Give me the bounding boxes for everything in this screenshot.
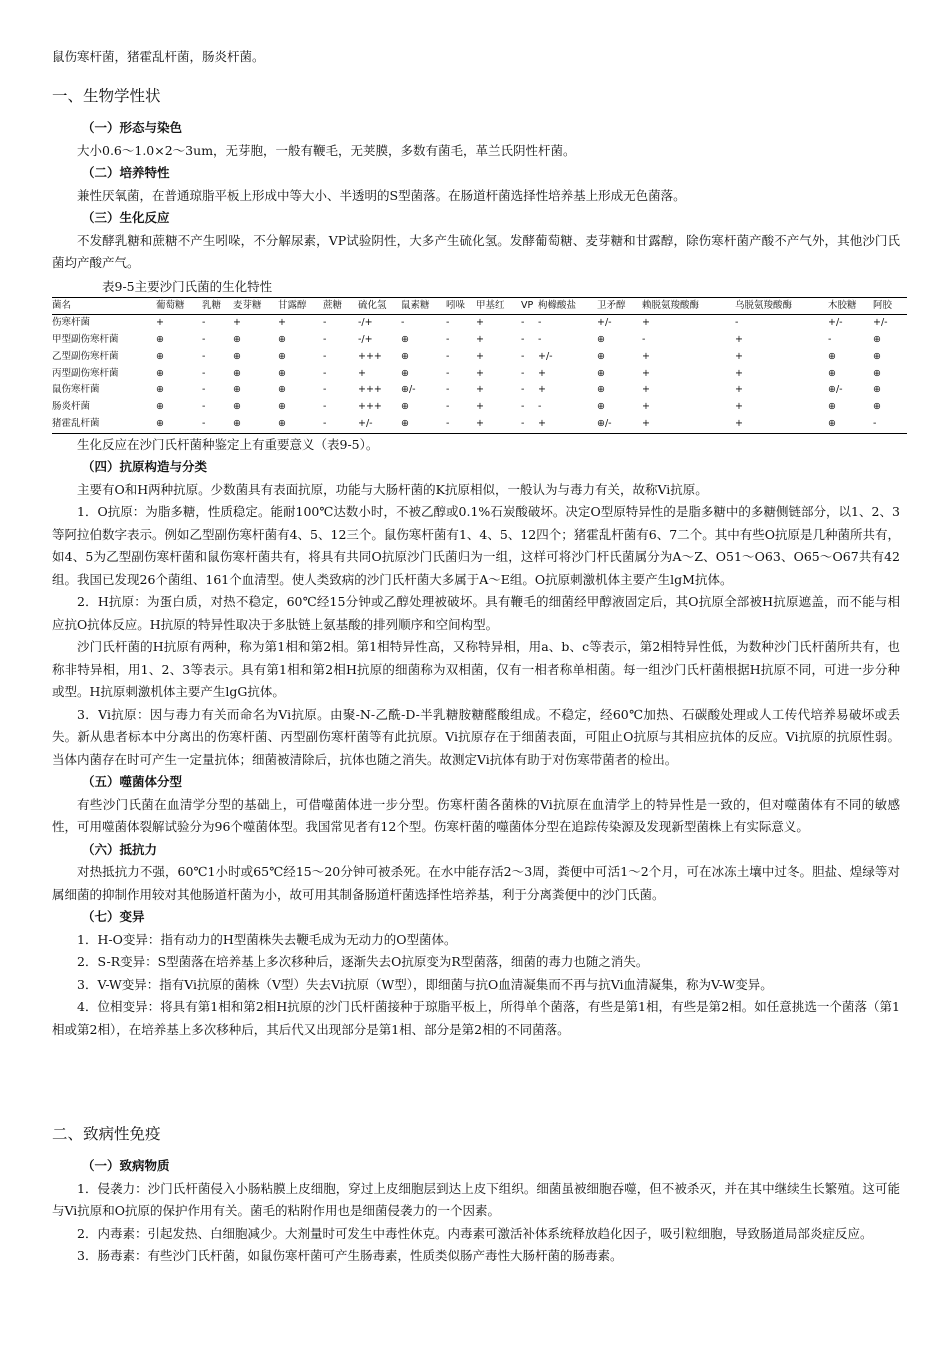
heading-morphology: （一）形态与染色 [82,120,183,135]
paragraph-phage: 有些沙门氏菌在血清学分型的基础上，可借噬菌体进一步分型。伤寒杆菌各菌株的Vi抗原在血清学上的特异性是一致的，但对噬菌体有不同的敏感性，可用噬菌体裂解试验分为96个噬菌体型。我国常见者有12个型。伤寒杆菌的噬菌体分型在追踪传染源及发现新型菌株上有实际意义。 [52,796,900,835]
table-cell: - [538,401,542,413]
table-row-label: 甲型副伤寒杆菌 [52,334,119,346]
table-cell: ⊕ [156,334,164,346]
table-cell: + [538,384,546,396]
table-cell: +/- [828,317,843,329]
table-cell: - [202,401,206,413]
table-cell: + [476,418,484,430]
table-cell: +++ [358,401,382,413]
variation-item: 3．V-W变异：指有Vi抗原的菌株（V型）失去Vi抗原（W型），即细菌与抗O血清凝集而不再与抗Vi血清凝集，称为V-W变异。 [77,976,773,992]
paragraph-o-antigen: 1．O抗原：为脂多糖，性质稳定。能耐100℃达数小时，不被乙醇或0.1%石炭酸破坏。决定O型原特异性的是脂多糖中的多糖侧链部分，以1、2、3等阿拉伯数字表示。例如乙型副伤寒杆菌有4、5、12三个。鼠伤寒杆菌有1、4、5、12四个；猪霍乱杆菌有6、7二个。其中有些O抗原是几种菌所共有，如4、5为乙型副伤寒杆菌和鼠伤寒杆菌共有，将具有共同O抗原沙门氏菌归为一组，这样可将沙门杆氏菌属分为A～Z、O51～O63、O65～O67共有42组。我国已发现26个菌组、161个血清型。使人类致病的沙门氏杆菌大多属于A～E组。O抗原刺激机体主要产生lgM抗体。 [52,504,900,587]
paragraph-morphology: 大小0.6～1.0×2～3um，无芽胞，一般有鞭毛，无荚膜，多数有菌毛，革兰氏阴性杆菌。 [77,142,576,158]
table-cell: - [401,317,405,329]
table-cell: ⊕ [278,334,286,346]
table-header-cell: 甘露醇 [278,299,307,311]
section-biology [52,84,900,1041]
section-title-pathogenicity: 二、致病性免疫 [52,1125,161,1143]
table-cell: - [521,367,525,379]
variation-item: 1．H-O变异：指有动力的H型菌株失去鞭毛成为无动力的O型菌体。 [77,931,457,947]
table-cell: ⊕ [233,334,241,346]
biochem-table [52,297,907,434]
table-cell: ⊕ [401,350,409,362]
table-cell: + [642,418,650,430]
table-cell: ⊕ [278,350,286,362]
table-header-cell: VP [521,299,534,311]
table-cell: ⊕ [597,367,605,379]
heading-pathogenic-substance: （一）致病物质 [82,1158,170,1173]
table-row-label: 乙型副伤寒杆菌 [52,350,119,362]
table-cell: ⊕ [233,401,241,413]
table-cell: -/+ [358,334,373,346]
table-cell: ⊕ [156,401,164,413]
table-cell: - [446,384,450,396]
table-cell: ⊕/- [828,384,843,396]
table-cell: ⊕ [156,350,164,362]
table-cell: + [735,334,743,346]
table-cell: - [521,317,525,329]
table-cell: - [828,334,832,346]
paragraph-h-phases: 沙门氏杆菌的H抗原有两种，称为第1相和第2相。第1相特异性高，又称特异相，用a、b、c等表示，第2相特异性低，为数种沙门氏杆菌所共有，也称非特异相，用1、2、3等表示。具有第1相和第2相H抗原的细菌称为双相菌，仅有一相者称单相菌。每一组沙门氏杆菌根据H抗原不同，可进一步分种或型。H抗原刺激机体主要产生lgG抗体。 [52,639,900,700]
table-cell: - [642,334,646,346]
table-row [52,315,907,332]
table-caption: 表9-5主要沙门氏菌的生化特性 [102,278,273,294]
table-row-label: 伤寒杆菌 [52,317,91,329]
table-row [52,366,907,383]
paragraph-resistance: 对热抵抗力不强，60℃1小时或65℃经15～20分钟可被杀死。在水中能存活2～3周，粪便中可活1～2个月，可在冰冻土壤中过冬。胆盐、煌绿等对属细菌的抑制作用较对其他肠道杆菌为小，故可用其制备肠道杆菌选择性培养基，利于分离粪便中的沙门氏菌。 [52,864,900,902]
table-cell: +/- [873,317,888,329]
paragraph-biochem: 不发酵乳糖和蔗糖不产生吲哚，不分解尿素，VP试验阴性，大多产生硫化氢。发酵葡萄糖、麦芽糖和甘露醇，除伤寒杆菌产酸不产气外，其他沙门氏菌均产酸产气。 [52,232,900,270]
table-cell: ⊕ [828,401,836,413]
table-cell: - [323,418,327,430]
table-cell: ⊕ [278,367,286,379]
table-header-cell: 硫化氢 [358,299,387,311]
table-cell: -/+ [358,317,373,329]
table-header-cell: 麦芽糖 [233,299,262,311]
table-cell: + [476,317,484,329]
heading-resistance: （六）抵抗力 [82,841,158,857]
table-cell: + [476,334,484,346]
table-row-label: 鼠伤寒杆菌 [52,384,100,396]
table-cell: - [202,367,206,379]
table-cell: - [202,384,206,396]
table-header-cell: 木胶糖 [828,299,857,311]
table-cell: + [642,350,650,362]
table-cell: - [202,350,206,362]
table-cell: - [538,334,542,346]
table-cell: + [642,317,650,329]
table-cell: - [521,401,525,413]
table-cell: - [446,317,450,329]
table-cell: ⊕ [873,367,881,379]
table-cell: + [233,317,241,329]
table-cell: + [538,418,546,430]
heading-culture: （二）培养特性 [82,165,170,180]
section-title-biology: 一、生物学性状 [52,87,161,105]
table-header-cell: 甲基红 [476,299,505,311]
table-cell: ⊕ [873,384,881,396]
table-cell: + [476,384,484,396]
paragraph-after-table: 生化反应在沙门氏杆菌种鉴定上有重要意义（表9-5）。 [77,436,379,452]
table-cell: ⊕ [401,418,409,430]
paragraph-vi-antigen: 3．Vi抗原：因与毒力有关而命名为Vi抗原。由聚-N-乙酰-D-半乳糖胺糖醛酸组成。不稳定，经60℃加热、石碳酸处理或人工传代培养易破坏或丢失。新从患者标本中分离出的伤寒杆菌、丙型副伤寒杆菌等有此抗原。Vi抗原存在于细菌表面，可阻止O抗原与其相应抗体的反应。Vi抗原的抗原性弱。当体内菌存在时可产生一定量抗体；细菌被清除后，抗体也随之消失。故测定Vi抗体有助于对伤寒带菌者的检出。 [52,706,900,767]
intro-line: 鼠伤寒杆菌，猪霍乱杆菌，肠炎杆菌。 [52,49,265,64]
table-cell: - [538,317,542,329]
table-cell: ⊕ [828,350,836,362]
table-cell: - [202,418,206,430]
table-cell: ⊕ [401,334,409,346]
table-cell: ⊕ [873,350,881,362]
table-cell: ⊕/- [597,418,612,430]
table-cell: +++ [358,384,382,396]
table-cell: + [642,384,650,396]
table-cell: - [323,334,327,346]
table-cell: - [521,384,525,396]
table-header-cell: 枸橼酸盐 [538,299,577,311]
table-cell: + [735,401,743,413]
heading-variation: （七）变异 [82,909,145,925]
table-header-cell: 蔗糖 [323,299,343,311]
table-cell: ⊕ [401,401,409,413]
paragraph-antigen-intro: 主要有O和H两种抗原。少数菌具有表面抗原，功能与大肠杆菌的K抗原相似，一般认为与毒力有关，故称Vi抗原。 [77,481,708,497]
table-cell: ⊕ [233,350,241,362]
table-header-cell: 乳糖 [202,299,222,311]
paragraph-h-antigen: 2．H抗原：为蛋白质，对热不稳定，60℃经15分钟或乙醇处理被破坏。具有鞭毛的细菌经甲醇液固定后，其O抗原全部被H抗原遮盖，而不能与相应抗O抗体反应。H抗原的特异性取决于多肽链上氨基酸的排列顺序和空间构型。 [52,594,900,632]
table-cell: +/- [597,317,612,329]
table-cell: ⊕/- [401,384,416,396]
paragraph-culture: 兼性厌氧菌，在普通琼脂平板上形成中等大小、半透明的S型菌落。在肠道杆菌选择性培养基上形成无色菌落。 [77,187,686,203]
table-cell: - [323,384,327,396]
table-cell: - [446,401,450,413]
table-header-cell: 菌名 [52,299,72,311]
table-cell: + [735,350,743,362]
table-cell: ⊕ [597,334,605,346]
heading-antigen: （四）抗原构造与分类 [82,459,208,475]
section-pathogenicity [52,1122,900,1268]
variation-item: 2．S-R变异：S型菌落在培养基上多次移种后，逐渐失去O抗原变为R型菌落，细菌的毒力也随之消失。 [77,954,649,970]
table-cell: ⊕ [828,418,836,430]
table-cell: - [521,350,525,362]
table-cell: ⊕ [401,367,409,379]
table-header-cell: 乌脱氨羧酸酶 [735,299,793,311]
table-row [52,416,907,433]
table-cell: ⊕ [156,384,164,396]
table-cell: ⊕ [156,367,164,379]
table-cell: + [735,418,743,430]
pathogenic-item: 3．肠毒素：有些沙门氏杆菌，如鼠伤寒杆菌可产生肠毒素，性质类似肠产毒性大肠杆菌的肠毒素。 [77,1248,623,1263]
table-cell: ⊕ [597,350,605,362]
table-cell: + [476,350,484,362]
table-cell: - [446,350,450,362]
table-cell: ⊕ [597,401,605,413]
table-cell: + [476,367,484,379]
heading-biochem: （三）生化反应 [82,210,170,225]
table-cell: - [521,334,525,346]
table-cell: - [446,367,450,379]
table-cell: - [323,367,327,379]
table-cell: - [202,317,206,329]
pathogenic-item: 1．侵袭力：沙门氏杆菌侵入小肠粘膜上皮细胞，穿过上皮细胞层到达上皮下组织。细菌虽被细胞吞噬，但不被杀灭，并在其中继续生长繁殖。这可能与Vi抗原和O抗原的保护作用有关。菌毛的粘附作用也是细菌侵袭力的一个因素。 [52,1180,900,1218]
table-cell: ⊕ [828,367,836,379]
table-cell: ⊕ [278,384,286,396]
table-cell: ⊕ [233,384,241,396]
table-cell: - [873,418,877,430]
table-cell: - [735,317,739,329]
table-row-label: 猪霍乱杆菌 [52,418,100,430]
table-cell: +++ [358,350,382,362]
table-cell: +/- [538,350,553,362]
table-cell: + [735,367,743,379]
table-cell: + [538,367,546,379]
table-header-cell: 吲哚 [446,299,466,311]
table-cell: + [735,384,743,396]
table-cell: ⊕ [156,418,164,430]
table-cell: + [278,317,286,329]
table-cell: - [323,401,327,413]
table-header-row [52,297,907,315]
table-cell: - [202,334,206,346]
table-cell: - [323,350,327,362]
table-cell: +/- [358,418,373,430]
table-cell: ⊕ [278,401,286,413]
table-cell: + [642,401,650,413]
table-cell: - [323,317,327,329]
table-header-cell: 赖脱氨羧酸酶 [642,299,700,311]
table-cell: - [521,418,525,430]
table-body [52,315,907,434]
table-cell: ⊕ [873,401,881,413]
table-cell: + [358,367,366,379]
table-row-label: 肠炎杆菌 [52,401,91,413]
table-header-cell: 卫矛醇 [597,299,626,311]
table-cell: ⊕ [233,367,241,379]
table-cell: ⊕ [233,418,241,430]
table-header-cell: 葡萄糖 [156,299,185,311]
table-row [52,399,907,416]
table-header-cell: 阿胶 [873,299,893,311]
table-cell: + [156,317,164,329]
table-row-label: 丙型副伤寒杆菌 [52,367,119,379]
table-cell: ⊕ [278,418,286,430]
table-header-cell: 鼠素糖 [401,299,430,311]
table-cell: + [642,367,650,379]
table-row [52,382,907,399]
table-row [52,349,907,366]
table-cell: - [446,334,450,346]
table-cell: ⊕ [597,384,605,396]
table-cell: - [446,418,450,430]
heading-phage: （五）噬菌体分型 [82,774,183,790]
table-cell: ⊕ [873,334,881,346]
variation-item: 4．位相变异：将具有第1相和第2相H抗原的沙门氏杆菌接种于琼脂平板上，所得单个菌落，有些是第1相，有些是第2相。如任意挑选一个菌落（第1相或第2相），在培养基上多次移种后，其后代又出现部分是第1相、部分是第2相的不同菌落。 [52,999,900,1037]
pathogenic-item: 2．内毒素：引起发热、白细胞减少。大剂量时可发生中毒性休克。内毒素可激活补体系统释放趋化因子，吸引粒细胞，导致肠道局部炎症反应。 [77,1225,873,1241]
table-cell: + [476,401,484,413]
table-row [52,332,907,349]
